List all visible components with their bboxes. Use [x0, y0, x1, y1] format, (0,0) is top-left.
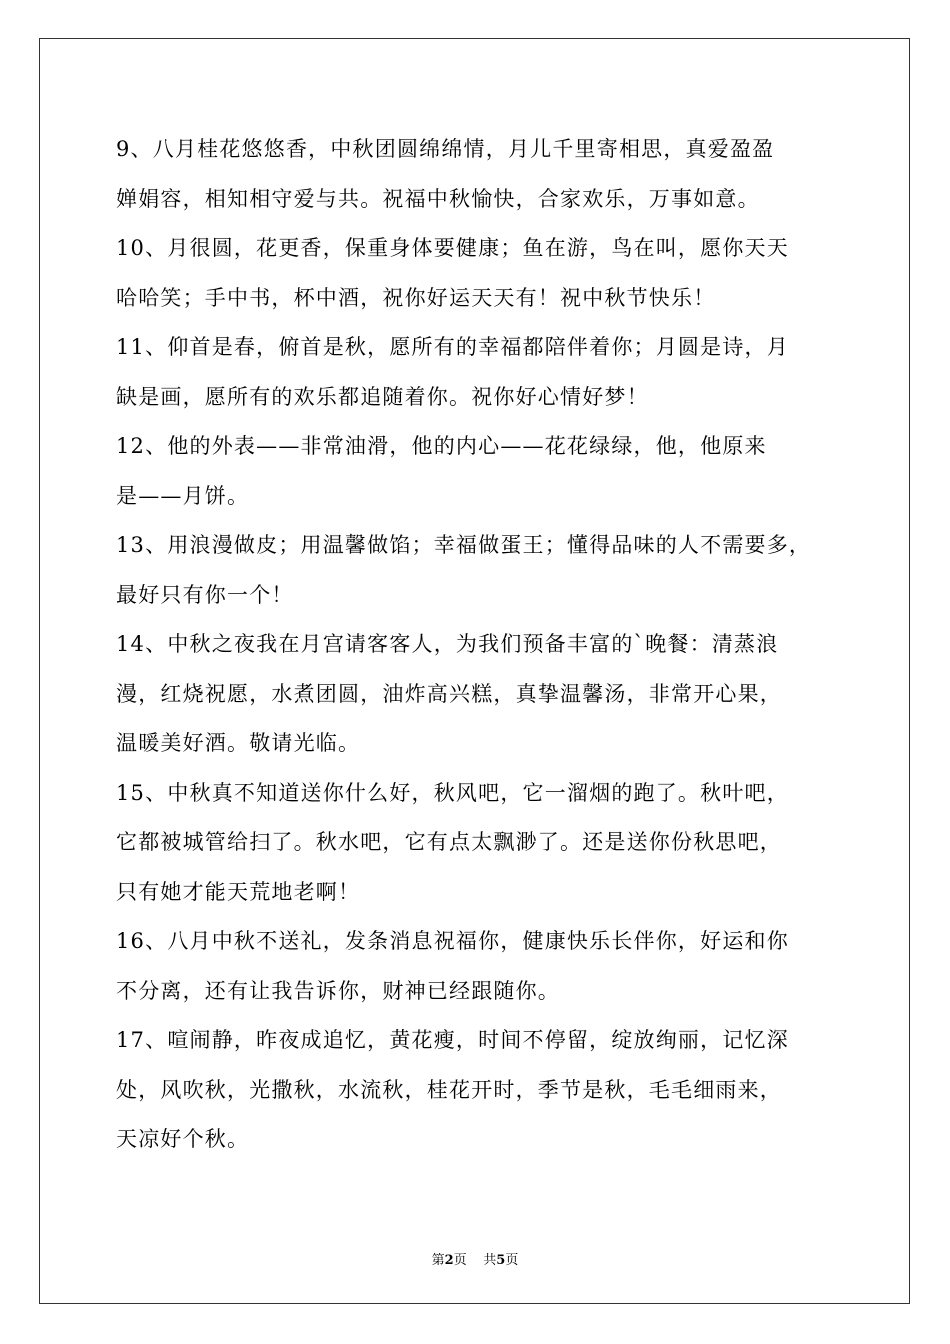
paragraph-line: 它都被城管给扫了。秋水吧，它有点太飘渺了。还是送你份秋思吧，	[116, 830, 782, 854]
footer-page-current: 2	[444, 1253, 454, 1268]
paragraph-line: 12、他的外表——非常油滑，他的内心——花花绿绿，他，他原来	[116, 434, 767, 458]
paragraph-line: 15、中秋真不知道送你什么好，秋风吧，它一溜烟的跑了。秋叶吧，	[116, 780, 789, 805]
paragraph-line: 是——月饼。	[116, 483, 250, 508]
paragraph	[116, 224, 836, 323]
paragraph-line: 最好只有你一个！	[116, 582, 294, 607]
paragraph	[116, 917, 836, 1016]
paragraph-line: 17、喧闹静，昨夜成追忆，黄花瘦，时间不停留，绽放绚丽，记忆深	[116, 1028, 789, 1052]
page-footer	[0, 1249, 950, 1268]
paragraph-line: 只有她才能天荒地老啊！	[116, 879, 361, 904]
footer-total-suffix: 页	[505, 1253, 519, 1268]
paragraph	[116, 521, 836, 620]
paragraph	[116, 1016, 836, 1165]
paragraph	[116, 620, 836, 769]
paragraph-line: 11、仰首是春，俯首是秋，愿所有的幸福都陪伴着你；月圆是诗，月	[116, 335, 789, 359]
paragraph-line: 缺是画，愿所有的欢乐都追随着你。祝你好心情好梦！	[116, 384, 649, 409]
document-body	[116, 125, 836, 1165]
paragraph	[116, 125, 836, 224]
paragraph	[116, 769, 836, 918]
paragraph-line: 处，风吹秋，光撒秋，水流秋，桂花开时，季节是秋，毛毛细雨来，	[116, 1077, 782, 1102]
footer-page-suffix: 页	[453, 1253, 467, 1268]
footer-page-total: 5	[496, 1253, 506, 1268]
footer-total-prefix: 共	[483, 1253, 497, 1268]
paragraph	[116, 422, 836, 521]
paragraph-line: 9、八月桂花悠悠香，中秋团圆绵绵情，月儿千里寄相思，真爱盈盈	[116, 137, 775, 161]
paragraph-line: 16、八月中秋不送礼，发条消息祝福你，健康快乐长伴你，好运和你	[116, 929, 789, 953]
paragraph-line: 10、月很圆，花更香，保重身体要健康；鱼在游，鸟在叫，愿你天天	[116, 236, 789, 260]
paragraph-line: 天凉好个秋。	[116, 1127, 250, 1151]
paragraph	[116, 323, 836, 422]
paragraph-line: 不分离，还有让我告诉你，财神已经跟随你。	[116, 978, 560, 1003]
paragraph-line: 漫，红烧祝愿，水煮团圆，油炸高兴糕，真挚温馨汤，非常开心果，	[116, 681, 782, 706]
paragraph-line: 温暖美好酒。敬请光临。	[116, 731, 361, 755]
footer-page-prefix: 第	[431, 1253, 445, 1268]
paragraph-line: 13、用浪漫做皮；用温馨做馅；幸福做蛋王；懂得品味的人不需要多，	[116, 533, 812, 557]
paragraph-line: 哈哈笑；手中书，杯中酒，祝你好运天天有！祝中秋节快乐！	[116, 285, 716, 310]
paragraph-line: 14、中秋之夜我在月宫请客客人，为我们预备丰富的`晚餐：清蒸浪	[116, 632, 779, 656]
paragraph-line: 婵娟容，相知相守爱与共。祝福中秋愉快，合家欢乐，万事如意。	[116, 186, 760, 211]
